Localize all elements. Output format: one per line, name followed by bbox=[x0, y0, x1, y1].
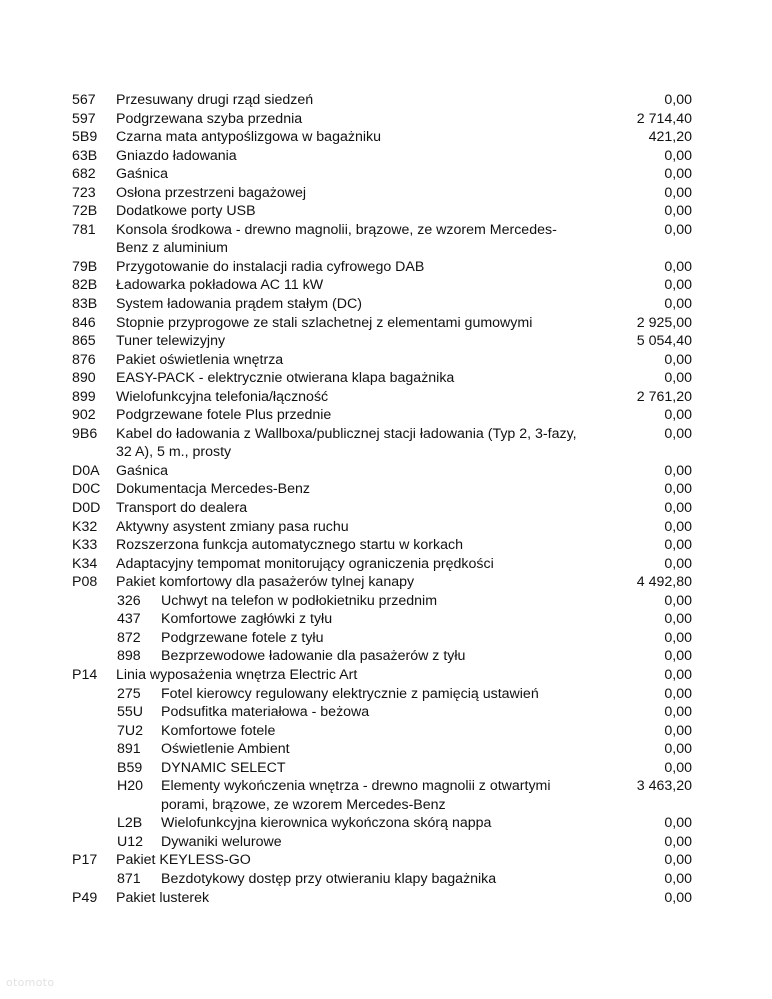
option-code: D0D bbox=[72, 500, 101, 517]
option-code: K34 bbox=[72, 555, 98, 572]
option-price: 4 492,80 bbox=[636, 574, 692, 591]
option-code: P08 bbox=[72, 574, 98, 591]
item-row bbox=[72, 314, 692, 333]
option-price: 2 925,00 bbox=[636, 314, 692, 331]
option-code: 437 bbox=[117, 611, 141, 628]
option-price: 0,00 bbox=[664, 166, 692, 183]
option-description: Gaśnica bbox=[116, 462, 169, 479]
option-price: 0,00 bbox=[664, 815, 692, 832]
option-price: 0,00 bbox=[664, 184, 692, 201]
option-price: 0,00 bbox=[664, 852, 692, 869]
option-price: 0,00 bbox=[664, 741, 692, 758]
option-description: Kabel do ładowania z Wallboxa/publicznej stacji ładowania (Typ 2, 3-fazy, 32 A), 5 m., prosty bbox=[116, 425, 577, 461]
option-description: Gaśnica bbox=[116, 166, 169, 183]
option-price: 0,00 bbox=[664, 611, 692, 628]
option-description: Pakiet oświetlenia wnętrza bbox=[116, 351, 284, 368]
item-row bbox=[72, 351, 692, 370]
option-description: Konsola środkowa - drewno magnolii, brązowe, ze wzorem Mercedes-Benz z aluminium bbox=[116, 221, 557, 257]
watermark: otomoto bbox=[6, 976, 55, 989]
item-row bbox=[72, 165, 692, 184]
option-price: 0,00 bbox=[664, 92, 692, 108]
option-code: H20 bbox=[117, 778, 144, 795]
sub-item-row bbox=[72, 592, 692, 611]
option-code: 55U bbox=[117, 704, 144, 721]
option-code: 79B bbox=[72, 258, 98, 275]
sub-item-row bbox=[72, 870, 692, 889]
option-code: P17 bbox=[72, 852, 98, 869]
item-row bbox=[72, 573, 692, 592]
item-row bbox=[72, 555, 692, 574]
option-code: 7U2 bbox=[117, 722, 144, 739]
item-row bbox=[72, 147, 692, 166]
option-code: L2B bbox=[117, 815, 143, 832]
item-row bbox=[72, 480, 692, 499]
option-price: 3 463,20 bbox=[636, 778, 692, 795]
option-description: Osłona przestrzeni bagażowej bbox=[116, 184, 307, 201]
option-code: 567 bbox=[72, 92, 96, 108]
option-description: Ładowarka pokładowa AC 11 kW bbox=[116, 277, 324, 294]
option-price: 0,00 bbox=[664, 258, 692, 275]
option-description: Podgrzewane fotele z tyłu bbox=[161, 629, 324, 646]
sub-item-row bbox=[72, 703, 692, 722]
option-code: 846 bbox=[72, 314, 96, 331]
option-code: K32 bbox=[72, 518, 98, 535]
option-code: 891 bbox=[117, 741, 141, 758]
option-code: 682 bbox=[72, 166, 96, 183]
option-price: 0,00 bbox=[664, 666, 692, 683]
option-price: 2 761,20 bbox=[636, 388, 692, 405]
option-price: 0,00 bbox=[664, 296, 692, 313]
option-price: 0,00 bbox=[664, 518, 692, 535]
item-row bbox=[72, 518, 692, 537]
item-row bbox=[72, 184, 692, 203]
option-description: Gniazdo ładowania bbox=[116, 147, 237, 164]
sub-item-row bbox=[72, 833, 692, 852]
sub-item-row bbox=[72, 629, 692, 648]
option-price: 0,00 bbox=[664, 685, 692, 702]
option-description: Oświetlenie Ambient bbox=[161, 741, 290, 758]
sub-item-row bbox=[72, 759, 692, 778]
option-description: System ładowania prądem stałym (DC) bbox=[116, 296, 362, 313]
sub-item-row bbox=[72, 814, 692, 833]
option-price: 0,00 bbox=[664, 759, 692, 776]
option-description: Komfortowe fotele bbox=[161, 722, 276, 739]
option-description: Bezdotykowy dostęp przy otwieraniu klapy bagażnika bbox=[161, 870, 497, 887]
option-description: DYNAMIC SELECT bbox=[161, 759, 286, 776]
sub-item-row bbox=[72, 740, 692, 759]
option-description: Adaptacyjny tempomat monitorujący ograniczenia prędkości bbox=[116, 555, 494, 572]
option-description: Wielofunkcyjna telefonia/łączność bbox=[116, 388, 329, 405]
item-row bbox=[72, 425, 692, 462]
item-row bbox=[72, 91, 692, 110]
option-code: 82B bbox=[72, 277, 98, 294]
option-code: 9B6 bbox=[72, 425, 98, 442]
option-code: 597 bbox=[72, 110, 96, 127]
option-price: 0,00 bbox=[664, 555, 692, 572]
option-code: 899 bbox=[72, 388, 96, 405]
equipment-list bbox=[72, 91, 692, 907]
option-description: Dywaniki welurowe bbox=[161, 833, 282, 850]
option-description: Podgrzewane fotele Plus przednie bbox=[116, 407, 332, 424]
option-price: 2 714,40 bbox=[636, 110, 692, 127]
option-code: U12 bbox=[117, 833, 144, 850]
option-description: EASY-PACK - elektrycznie otwierana klapa bagażnika bbox=[116, 370, 455, 387]
option-description: Rozszerzona funkcja automatycznego startu w korkach bbox=[116, 537, 463, 554]
option-description: Podgrzewana szyba przednia bbox=[116, 110, 303, 127]
option-price: 0,00 bbox=[664, 870, 692, 887]
option-code: 890 bbox=[72, 370, 96, 387]
option-description: Pakiet KEYLESS-GO bbox=[116, 852, 251, 869]
option-description: Czarna mata antypoślizgowa w bagażniku bbox=[116, 129, 381, 146]
item-row bbox=[72, 536, 692, 555]
item-row bbox=[72, 221, 692, 258]
option-code: 83B bbox=[72, 296, 98, 313]
option-description: Dokumentacja Mercedes-Benz bbox=[116, 481, 310, 498]
option-price: 5 054,40 bbox=[636, 333, 692, 350]
option-price: 0,00 bbox=[664, 425, 692, 442]
option-price: 0,00 bbox=[664, 147, 692, 164]
option-code: 871 bbox=[117, 870, 141, 887]
item-row bbox=[72, 295, 692, 314]
option-description: Komfortowe zagłówki z tyłu bbox=[161, 611, 333, 628]
option-description: Przesuwany drugi rząd siedzeń bbox=[116, 92, 314, 108]
option-price: 0,00 bbox=[664, 351, 692, 368]
option-price: 0,00 bbox=[664, 407, 692, 424]
option-code: P14 bbox=[72, 666, 98, 683]
option-code: 326 bbox=[117, 592, 141, 609]
option-price: 0,00 bbox=[664, 592, 692, 609]
option-code: 876 bbox=[72, 351, 96, 368]
item-row bbox=[72, 369, 692, 388]
option-price: 0,00 bbox=[664, 481, 692, 498]
option-description: Bezprzewodowe ładowanie dla pasażerów z tyłu bbox=[161, 648, 466, 665]
sub-item-row bbox=[72, 722, 692, 741]
option-price: 0,00 bbox=[664, 704, 692, 721]
option-price: 0,00 bbox=[664, 462, 692, 479]
item-row bbox=[72, 128, 692, 147]
option-code: 723 bbox=[72, 184, 96, 201]
option-price: 0,00 bbox=[664, 221, 692, 238]
option-price: 0,00 bbox=[664, 833, 692, 850]
item-row bbox=[72, 889, 692, 908]
option-code: 72B bbox=[72, 203, 98, 220]
item-row bbox=[72, 388, 692, 407]
option-description: Tuner telewizyjny bbox=[116, 333, 226, 350]
sub-item-row bbox=[72, 777, 692, 814]
option-code: 898 bbox=[117, 648, 141, 665]
sub-item-row bbox=[72, 647, 692, 666]
item-row bbox=[72, 258, 692, 277]
option-description: Stopnie przyprogowe ze stali szlachetnej z elementami gumowymi bbox=[116, 314, 533, 331]
option-code: B59 bbox=[117, 759, 143, 776]
option-code: 902 bbox=[72, 407, 96, 424]
option-price: 0,00 bbox=[664, 500, 692, 517]
option-price: 0,00 bbox=[664, 629, 692, 646]
option-price: 0,00 bbox=[664, 537, 692, 554]
option-code: 781 bbox=[72, 221, 96, 238]
option-price: 0,00 bbox=[664, 203, 692, 220]
item-row bbox=[72, 851, 692, 870]
item-row bbox=[72, 406, 692, 425]
option-description: Fotel kierowcy regulowany elektrycznie z pamięcią ustawień bbox=[161, 685, 539, 702]
option-code: D0C bbox=[72, 481, 101, 498]
option-code: 63B bbox=[72, 147, 98, 164]
option-code: 872 bbox=[117, 629, 141, 646]
option-description: Podsufitka materiałowa - beżowa bbox=[161, 704, 370, 721]
option-code: 5B9 bbox=[72, 129, 98, 146]
option-code: 865 bbox=[72, 333, 96, 350]
option-code: K33 bbox=[72, 537, 98, 554]
option-price: 0,00 bbox=[664, 722, 692, 739]
item-row bbox=[72, 666, 692, 685]
option-description: Aktywny asystent zmiany pasa ruchu bbox=[116, 518, 349, 535]
item-row bbox=[72, 276, 692, 295]
option-description: Elementy wykończenia wnętrza - drewno magnolii z otwartymi porami, brązowe, ze wzorem Mercedes-Benz bbox=[161, 778, 551, 813]
sub-item-row bbox=[72, 610, 692, 629]
item-row bbox=[72, 332, 692, 351]
option-price: 421,20 bbox=[648, 129, 692, 146]
option-code: D0A bbox=[72, 462, 100, 479]
option-description: Wielofunkcyjna kierownica wykończona skórą nappa bbox=[161, 815, 492, 832]
option-description: Uchwyt na telefon w podłokietniku przednim bbox=[161, 592, 438, 609]
item-row bbox=[72, 462, 692, 481]
option-code: P49 bbox=[72, 889, 98, 906]
option-description: Pakiet lusterek bbox=[116, 889, 210, 906]
option-description: Linia wyposażenia wnętrza Electric Art bbox=[116, 666, 358, 683]
option-code: 275 bbox=[117, 685, 141, 702]
option-description: Pakiet komfortowy dla pasażerów tylnej kanapy bbox=[116, 574, 415, 591]
option-price: 0,00 bbox=[664, 889, 692, 906]
option-description: Przygotowanie do instalacji radia cyfrowego DAB bbox=[116, 258, 425, 275]
option-description: Dodatkowe porty USB bbox=[116, 203, 256, 220]
item-row bbox=[72, 499, 692, 518]
option-description: Transport do dealera bbox=[116, 500, 248, 517]
item-row bbox=[72, 110, 692, 129]
item-row bbox=[72, 202, 692, 221]
option-price: 0,00 bbox=[664, 648, 692, 665]
sub-item-row bbox=[72, 685, 692, 704]
option-price: 0,00 bbox=[664, 370, 692, 387]
option-price: 0,00 bbox=[664, 277, 692, 294]
